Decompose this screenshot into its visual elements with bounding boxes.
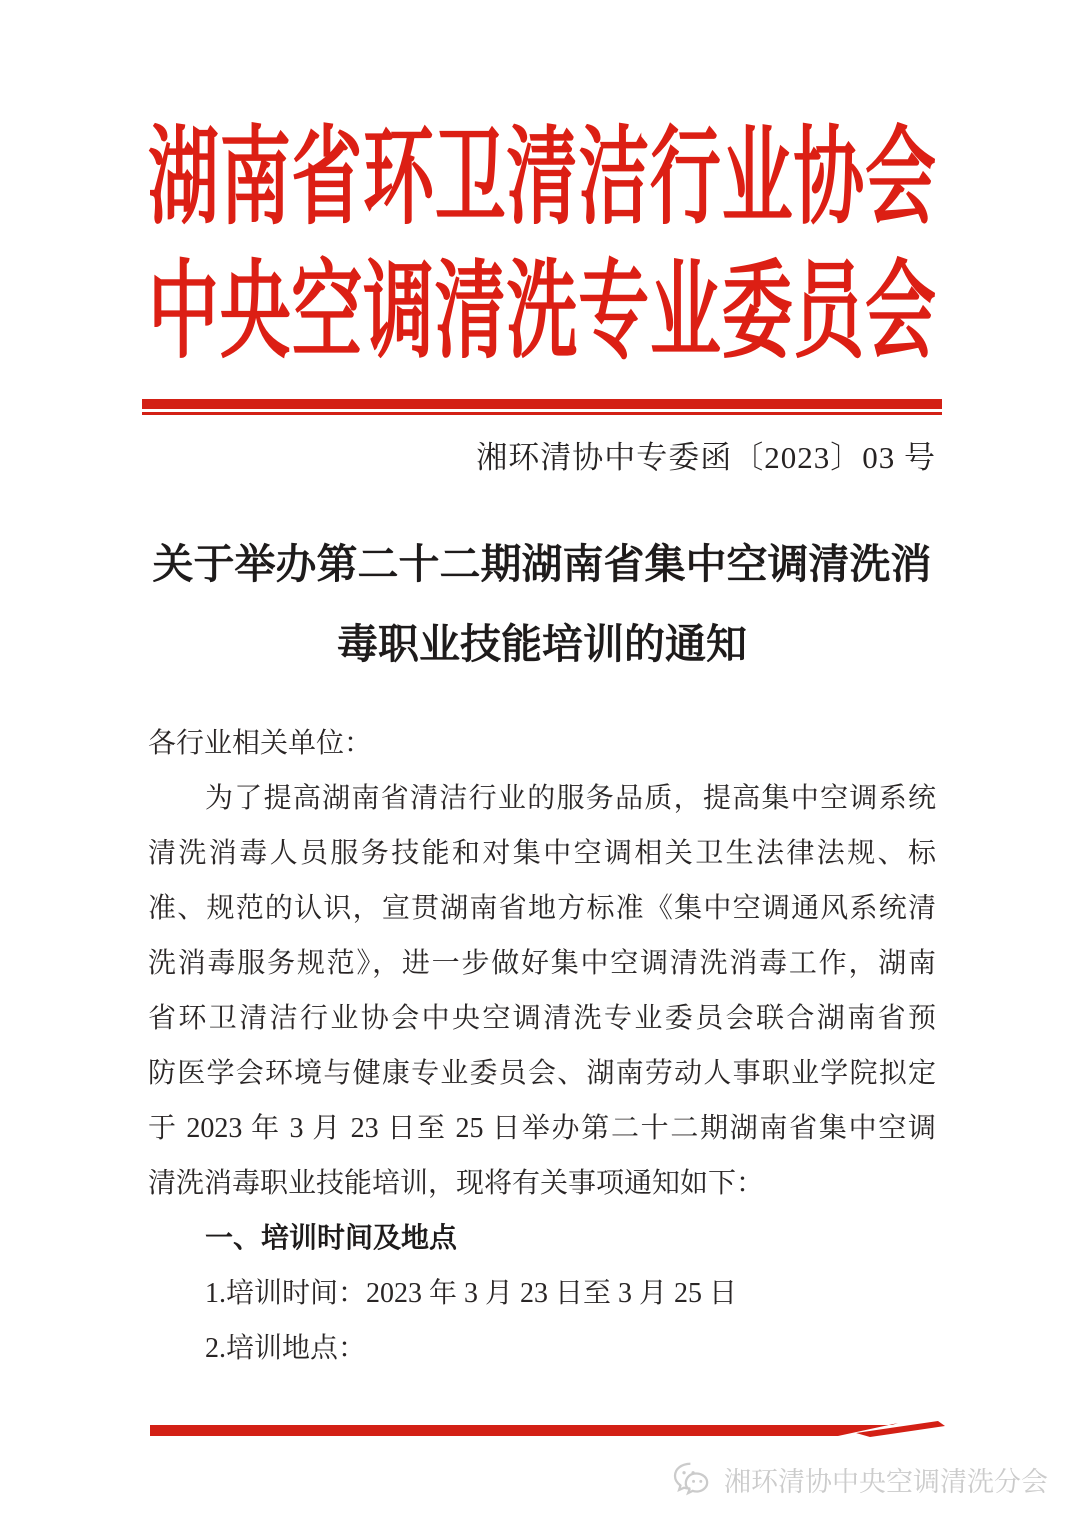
red-header-divider bbox=[142, 399, 942, 415]
notice-title-line-1: 关于举办第二十二期湖南省集中空调清洗消 bbox=[152, 541, 932, 587]
body-line: 于 2023 年 3 月 23 日至 25 日举办第二十二期湖南省集中空调 bbox=[148, 1113, 936, 1144]
watermark bbox=[672, 1460, 1048, 1499]
divider-thick-bar bbox=[142, 399, 942, 409]
body-line: 清洗消毒职业技能培训，现将有关事项通知如下： bbox=[148, 1168, 765, 1199]
item-training-time: 1.培训时间：2023 年 3 月 23 日至 3 月 25 日 bbox=[205, 1278, 738, 1309]
body-line: 为了提高湖南省清洁行业的服务品质，提高集中空调系统 bbox=[205, 783, 936, 814]
notice-title-line-2: 毒职业技能培训的通知 bbox=[337, 621, 747, 667]
body-line: 准、规范的认识，宣贯湖南省地方标准《集中空调通风系统清 bbox=[148, 893, 936, 924]
notice-body bbox=[148, 716, 936, 1376]
body-line: 省环卫清洁行业协会中央空调清洗专业委员会联合湖南省预 bbox=[148, 1003, 936, 1034]
body-line: 洗消毒服务规范》，进一步做好集中空调清洗消毒工作，湖南 bbox=[148, 948, 936, 979]
bottom-red-rule bbox=[150, 1420, 945, 1440]
salutation: 各行业相关单位： bbox=[148, 728, 373, 759]
section-heading-training-time-place: 一、培训时间及地点 bbox=[205, 1223, 458, 1254]
item-training-place: 2.培训地点： bbox=[205, 1333, 367, 1364]
watermark-text: 湘环清协中央空调清洗分会 bbox=[724, 1467, 1048, 1497]
letterhead-line-1: 湖南省环卫清洁行业协会 bbox=[148, 120, 936, 238]
letterhead bbox=[148, 112, 936, 380]
document-number: 湘环清协中专委函〔2023〕03 号 bbox=[476, 440, 936, 475]
notice-title bbox=[146, 524, 938, 684]
wechat-icon bbox=[672, 1461, 716, 1499]
divider-thin-bar bbox=[142, 412, 942, 415]
body-line: 防医学会环境与健康专业委员会、湖南劳动人事职业学院拟定 bbox=[148, 1058, 936, 1089]
body-line: 清洗消毒人员服务技能和对集中空调相关卫生法律法规、标 bbox=[148, 838, 936, 869]
red-swoosh-line bbox=[150, 1420, 945, 1440]
letterhead-line-2: 中央空调清洗专业委员会 bbox=[148, 254, 936, 372]
